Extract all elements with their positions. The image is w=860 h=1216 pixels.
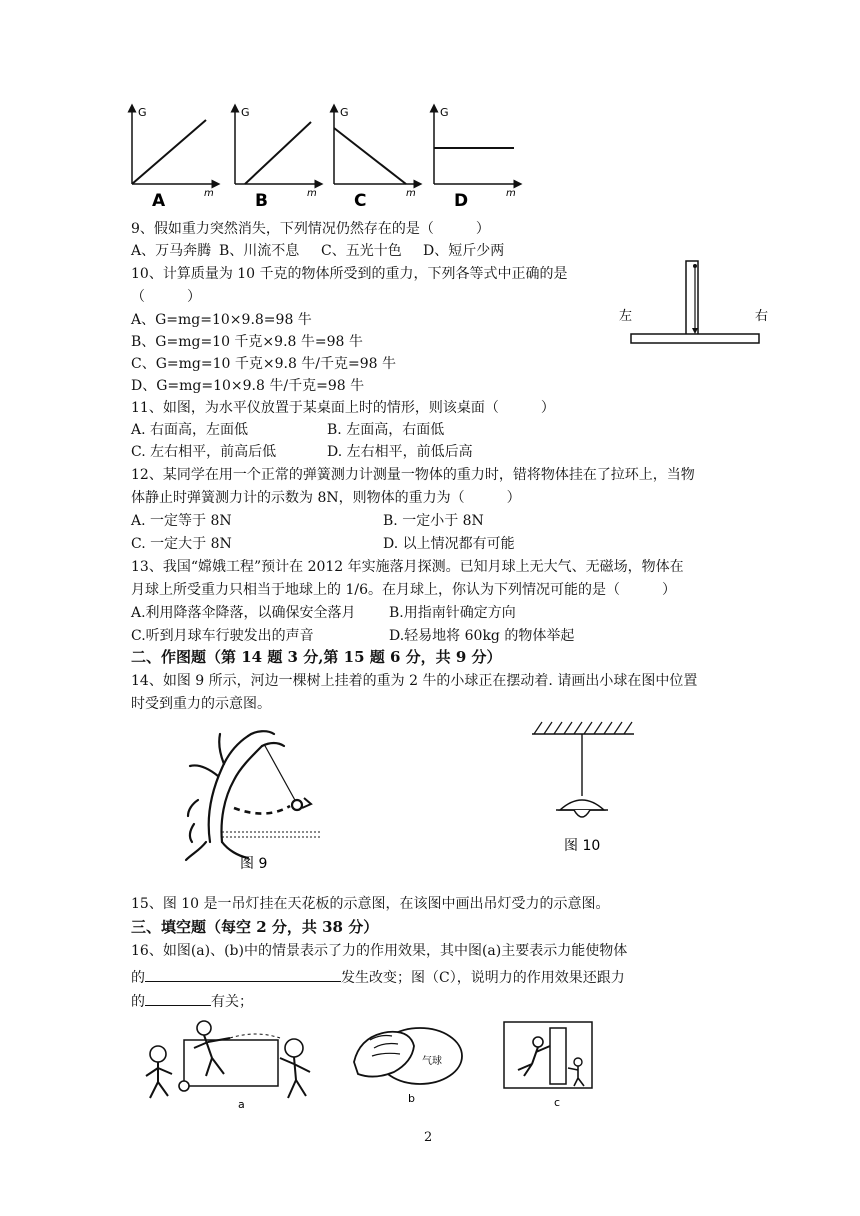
figure-b-balloon-label: 气球	[422, 1056, 442, 1067]
page-number: 2	[424, 1130, 433, 1145]
graph-b-axis-x: m	[307, 188, 317, 199]
graph-d	[434, 106, 518, 210]
q13-line1: 13、我国“嫦娥工程”预计在 2012 年实施落月探测。已知月球上无大气、无磁场，物体在	[131, 559, 684, 575]
figure-10-caption: 图 10	[564, 838, 601, 854]
q12-row2	[131, 535, 515, 553]
q10-choice-c[interactable]: C、G=mg=10 千克×9.8 牛/千克=98 牛	[131, 356, 397, 372]
level-left-label: 左	[619, 309, 633, 324]
q13-row2	[131, 627, 575, 645]
graph-a-axis-x: m	[204, 188, 214, 199]
figure-b-label: b	[408, 1092, 415, 1105]
q12-choice-d[interactable]: D. 以上情况都有可能	[383, 536, 515, 552]
graph-b	[235, 106, 319, 210]
q12-choice-a[interactable]: A. 一定等于 8N	[131, 513, 232, 529]
graph-c-axis-x: m	[406, 188, 416, 199]
q11-row2	[131, 443, 473, 461]
graph-c	[334, 106, 418, 210]
q11-choice-b[interactable]: B. 左面高，右面低	[327, 422, 445, 438]
q10-choice-a[interactable]: A、G=mg=10×9.8=98 牛	[131, 312, 312, 328]
q16-line2-pre: 的	[131, 970, 145, 986]
graph-a-label: A	[152, 191, 166, 210]
graph-c-axis-y: G	[340, 106, 349, 119]
figure-9-tree-pendulum	[178, 724, 324, 876]
q9-stem: 9、假如重力突然消失，下列情况仍然存在的是（ ）	[131, 221, 490, 237]
graph-a-axis-y: G	[138, 106, 147, 119]
graph-b-label: B	[255, 191, 268, 210]
q11-choice-d[interactable]: D. 左右相平，前低后高	[327, 444, 473, 460]
q11-choice-c[interactable]: C. 左右相平，前高后低	[131, 444, 277, 460]
graph-b-axis-y: G	[241, 106, 250, 119]
q16-blank-1[interactable]	[145, 967, 341, 982]
figure-b-balloon	[350, 1022, 468, 1108]
figure-9-caption: 图 9	[240, 856, 268, 872]
q11-stem: 11、如图，为水平仪放置于某桌面上时的情形，则该桌面（ ）	[131, 400, 555, 416]
q12-line2: 体静止时弹簧测力计的示数为 8N，则物体的重力为（ ）	[131, 490, 521, 506]
section-2-heading: 二、作图题（第 14 题 3 分,第 15 题 6 分，共 9 分）	[131, 648, 502, 666]
q9-choice-d[interactable]: D、短斤少两	[423, 243, 505, 259]
q12-choice-b[interactable]: B. 一定小于 8N	[383, 513, 484, 529]
q12-line1: 12、某同学在用一个正常的弹簧测力计测量一物体的重力时，错将物体挂在了拉环上，当物	[131, 467, 695, 483]
q9-choices	[131, 242, 505, 260]
figure-10-hanging-lamp	[526, 716, 642, 864]
q10-paren: （ ）	[131, 289, 201, 305]
q14-line1: 14、如图 9 所示，河边一棵树上挂着的重为 2 牛的小球正在摆动着. 请画出小球在图中位置	[131, 673, 698, 689]
graph-d-label: D	[454, 191, 469, 210]
q11-choice-a[interactable]: A. 右面高，左面低	[131, 422, 249, 438]
q13-row1	[131, 604, 516, 622]
graph-c-label: C	[354, 191, 367, 210]
figure-c-label: c	[554, 1096, 561, 1109]
figure-a-soccer	[132, 1018, 336, 1110]
q14-line2: 时受到重力的示意图。	[131, 696, 271, 712]
section-3-heading: 三、填空题（每空 2 分，共 38 分）	[131, 918, 379, 936]
q16-blank-2[interactable]	[145, 991, 211, 1006]
q16-line3	[131, 991, 253, 1011]
q9-choice-c[interactable]: C、五光十色	[321, 243, 402, 259]
q13-line2: 月球上所受重力只相当于地球上的 1/6。在月球上，你认为下列情况可能的是（ ）	[131, 582, 676, 598]
q12-choice-c[interactable]: C. 一定大于 8N	[131, 536, 232, 552]
graph-a	[132, 106, 216, 210]
q13-choice-c[interactable]: C.听到月球车行驶发出的声音	[131, 628, 314, 644]
level-right-label: 右	[755, 309, 769, 324]
graph-d-axis-x: m	[506, 188, 516, 199]
q10-choice-b[interactable]: B、G=mg=10 千克×9.8 牛=98 牛	[131, 334, 363, 350]
q15-text: 15、图 10 是一吊灯挂在天花板的示意图，在该图中画出吊灯受力的示意图。	[131, 896, 610, 912]
q13-choice-d[interactable]: D.轻易地将 60kg 的物体举起	[389, 628, 575, 644]
q16-line3-post: 有关；	[211, 994, 253, 1010]
q11-row1	[131, 421, 445, 439]
q12-row1	[131, 512, 484, 530]
q9-choice-a[interactable]: A、万马奔腾	[131, 243, 212, 259]
q16-line1: 16、如图(a)、(b)中的情景表示了力的作用效果，其中图(a)主要表示力能使物体	[131, 943, 628, 959]
q10-stem: 10、计算质量为 10 千克的物体所受到的重力，下列各等式中正确的是	[131, 266, 568, 282]
graph-d-axis-y: G	[440, 106, 449, 119]
level-figure	[615, 258, 775, 350]
figure-c-door	[502, 1020, 598, 1110]
q16-line2-post: 发生改变；图（C），说明力的作用效果还跟力	[341, 970, 625, 986]
q10-choice-d[interactable]: D、G=mg=10×9.8 牛/千克=98 牛	[131, 378, 365, 394]
q16-line3-pre: 的	[131, 994, 145, 1010]
g-m-graph-options	[120, 100, 530, 210]
q13-choice-a[interactable]: A.利用降落伞降落，以确保安全落月	[131, 605, 356, 621]
q13-choice-b[interactable]: B.用指南针确定方向	[389, 605, 516, 621]
q9-choice-b[interactable]: B、川流不息	[219, 243, 300, 259]
q16-line2	[131, 967, 625, 987]
figure-a-label: a	[238, 1098, 245, 1110]
